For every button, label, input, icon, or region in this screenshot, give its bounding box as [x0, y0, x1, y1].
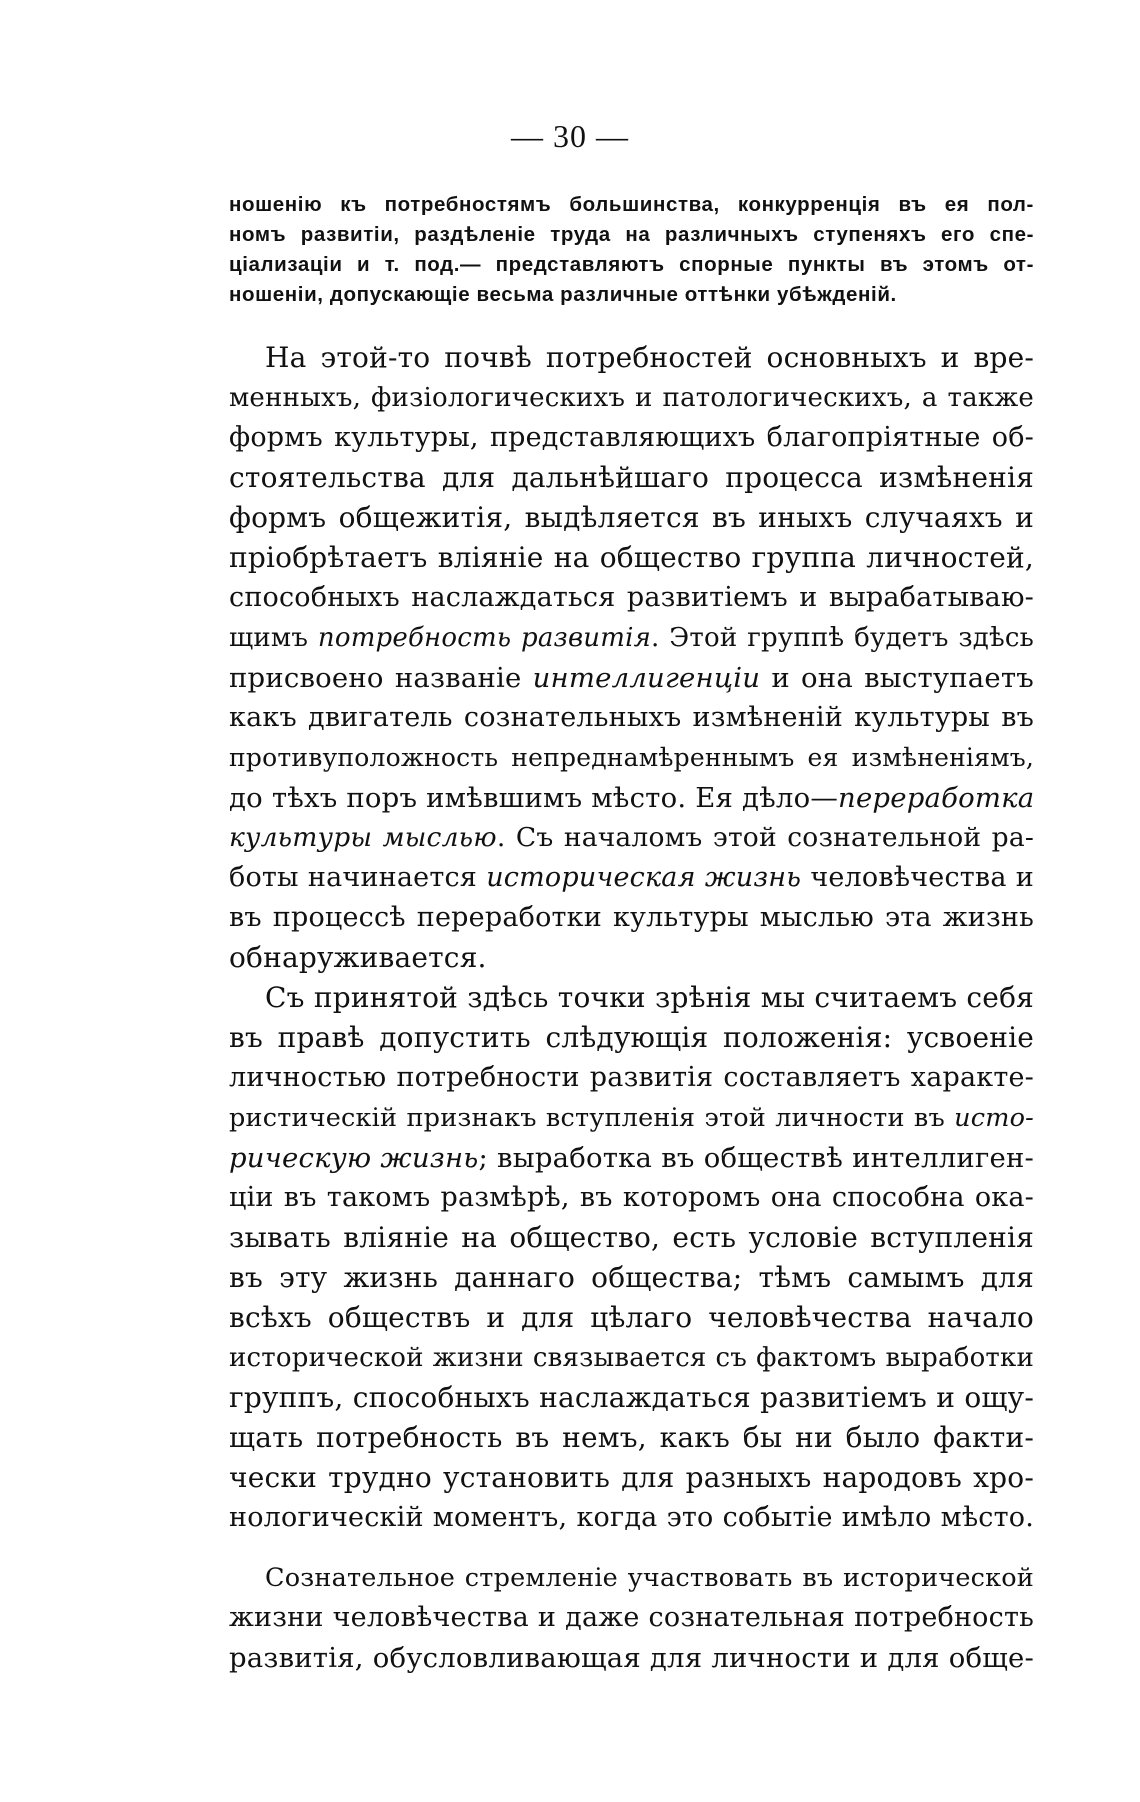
- text-segment: до тѣхъ поръ имѣвшимъ мѣсто. Ея дѣло—: [229, 782, 839, 814]
- text-line: группъ, способныхъ наслаждаться развитіемъ и ощу-: [229, 1381, 1034, 1414]
- text-line: [229, 658, 1034, 698]
- text-segment: . Этой группѣ будетъ здѣсь: [651, 623, 1034, 653]
- text-line: [229, 858, 1034, 898]
- footnote-line: ціализаціи и т. под.— представляютъ спорные пункты въ этомъ от-: [229, 253, 1034, 276]
- paragraph-gap: [229, 1538, 1034, 1558]
- italic-phrase: историческая жизнь: [486, 862, 802, 893]
- text-line: жизни человѣчества и даже сознательная потребность: [229, 1602, 1034, 1633]
- text-segment: боты начинается: [229, 862, 487, 893]
- text-line: ціи въ такомъ размѣрѣ, въ которомъ она способна ока-: [229, 1182, 1034, 1213]
- text-segment: человѣчества и: [801, 862, 1035, 893]
- italic-phrase: потребность развитія: [317, 623, 652, 653]
- text-segment: и она выступаетъ: [760, 662, 1034, 694]
- footnote-line: ношеніи, допускающіе весьма различные оттѣнки убѣжденій.: [229, 283, 897, 306]
- text-line: исторической жизни связывается съ фактомъ выработки: [229, 1343, 1034, 1373]
- text-line: развитія, обусловливающая для личности и для обще-: [229, 1642, 1034, 1674]
- italic-phrase: культуры мыслью: [229, 822, 497, 853]
- text-line: обнаруживается.: [229, 941, 487, 974]
- text-line: щать потребность въ немъ, какъ бы ни было факти-: [229, 1421, 1034, 1454]
- text-segment: ристическій признакъ вступленія этой личности въ: [229, 1103, 955, 1133]
- text-line: личностью потребности развитія составляетъ характе-: [229, 1062, 1034, 1093]
- text-line: [229, 618, 1034, 658]
- italic-phrase: исто-: [954, 1103, 1034, 1133]
- text-line: зывать вліяніе на общество, есть условіе вступленія: [229, 1221, 1034, 1254]
- paragraph-1: [229, 338, 1034, 978]
- text-line: менныхъ, физіологическихъ и патологическихъ, а также: [229, 383, 1034, 413]
- text-line: формъ культуры, представляющихъ благопріятные об-: [229, 422, 1034, 453]
- text-line: въ правѣ допустить слѣдующія положенія: усвоеніе: [229, 1021, 1034, 1054]
- paragraph-3: [229, 1558, 1034, 1678]
- italic-phrase: рическую жизнь: [229, 1142, 479, 1174]
- italic-phrase: интеллигенціи: [532, 662, 761, 694]
- text-line: въ эту жизнь даннаго общества; тѣмъ самымъ для: [229, 1261, 1034, 1294]
- text-line: Съ принятой здѣсь точки зрѣнія мы считаемъ себя: [265, 981, 1034, 1014]
- footnote-line: номъ развитіи, раздѣленіе труда на различныхъ ступеняхъ его спе-: [229, 223, 1034, 246]
- text-line: [229, 778, 1034, 818]
- main-text: [229, 338, 1034, 1678]
- paragraph-2: [229, 978, 1034, 1538]
- page-number: — 30 —: [511, 118, 629, 154]
- text-line: нологическій моментъ, когда это событіе имѣло мѣсто.: [229, 1502, 1034, 1533]
- text-line: пріобрѣтаетъ вліяніе на общество группа личностей,: [229, 541, 1034, 574]
- footnote-line: ношенію къ потребностямъ большинства, конкурренція въ ея пол-: [229, 193, 1034, 216]
- text-line: На этой-то почвѣ потребностей основныхъ и вре-: [265, 341, 1034, 374]
- text-segment: ; выработка въ обществѣ интеллиген-: [478, 1142, 1035, 1174]
- text-segment: щимъ: [229, 623, 318, 653]
- text-line: стоятельства для дальнѣйшаго процесса измѣненія: [229, 461, 1034, 494]
- text-line: [229, 1098, 1034, 1138]
- text-line: всѣхъ обществъ и для цѣлаго человѣчества начало: [229, 1301, 1034, 1334]
- text-line: въ процессѣ переработки культуры мыслью эта жизнь: [229, 902, 1034, 933]
- text-line: Сознательное стремленіе участвовать въ исторической: [265, 1563, 1034, 1593]
- text-line: [229, 818, 1034, 858]
- text-segment: . Съ началомъ этой сознательной ра-: [496, 822, 1034, 853]
- text-line: формъ общежитія, выдѣляется въ иныхъ случаяхъ и: [229, 501, 1034, 534]
- text-line: чески трудно установить для разныхъ народовъ хро-: [229, 1461, 1034, 1494]
- text-segment: присвоено названіе: [229, 662, 533, 694]
- text-line: способныхъ наслаждаться развитіемъ и вырабатываю-: [229, 582, 1034, 613]
- text-line: какъ двигатель сознательныхъ измѣненій культуры въ: [229, 702, 1034, 733]
- footnote: [229, 190, 1034, 310]
- text-line: [229, 1138, 1034, 1178]
- italic-phrase: переработка: [838, 782, 1035, 814]
- text-line: противуположность непреднамѣреннымъ ея измѣненіямъ,: [229, 743, 1034, 772]
